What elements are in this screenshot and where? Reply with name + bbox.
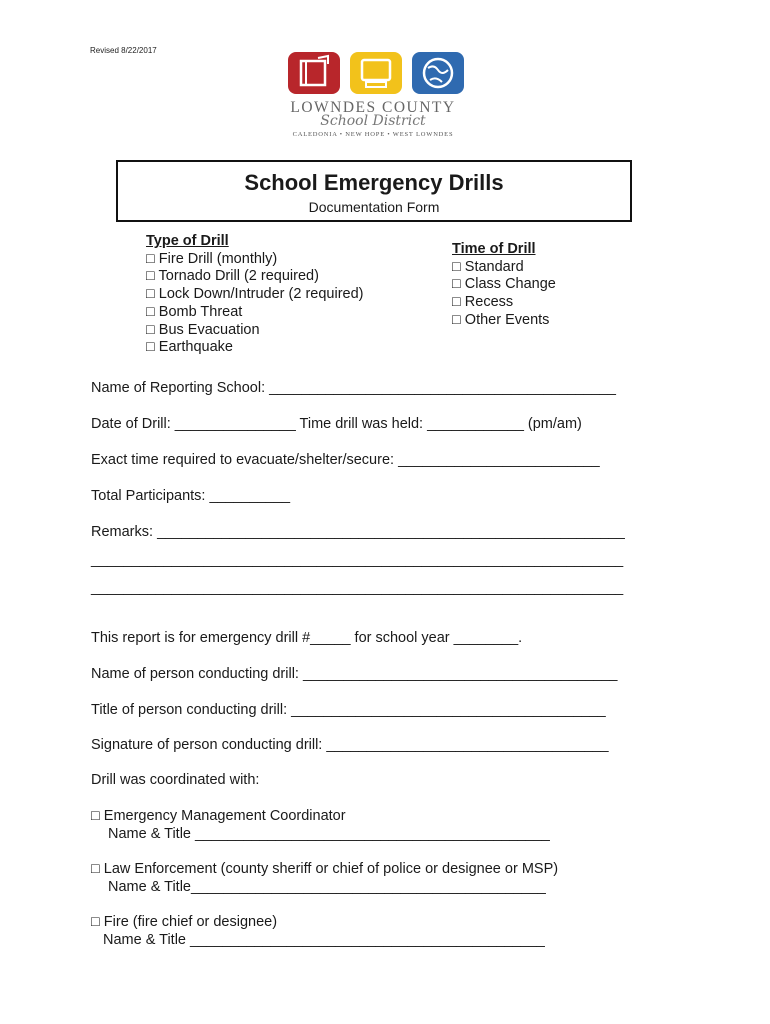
page-title: School Emergency Drills (244, 170, 504, 195)
reporting-school-field[interactable]: Name of Reporting School: ___________________________________________ (91, 380, 616, 396)
globe-icon (412, 52, 464, 94)
person-title-field[interactable]: Title of person conducting drill: _______________________________________ (91, 702, 606, 718)
computer-icon (350, 52, 402, 94)
remarks-line-2[interactable]: __________________________________________________________________ (91, 552, 624, 568)
drill-type-bomb[interactable]: □ Bomb Threat (146, 303, 243, 320)
time-of-drill-heading: Time of Drill (452, 241, 536, 257)
district-logo (268, 52, 478, 144)
time-of-drill-list (452, 241, 556, 330)
coordinator-emergency-checkbox[interactable]: □ Emergency Management Coordinator (91, 808, 346, 824)
remarks-line-3[interactable]: __________________________________________________________________ (91, 580, 624, 596)
date-time-field[interactable]: Date of Drill: _______________ Time drill was held: ____________ (pm/am) (91, 416, 582, 432)
logo-county: LOWNDES COUNTY (290, 99, 456, 116)
coordinator-fire-checkbox[interactable]: □ Fire (fire chief or designee) (91, 914, 278, 930)
drill-type-tornado[interactable]: □ Tornado Drill (2 required) (146, 268, 319, 285)
drill-type-earthquake[interactable]: □ Earthquake (146, 339, 233, 356)
revised-date: Revised 8/22/2017 (90, 46, 157, 55)
drill-type-fire[interactable]: □ Fire Drill (monthly) (146, 250, 278, 267)
coordinator-emergency-name-title[interactable]: Name & Title ____________________________________________ (108, 826, 550, 842)
coordinator-law-name-title[interactable]: Name & Title____________________________________________ (108, 879, 546, 895)
type-of-drill-heading: Type of Drill (146, 233, 229, 249)
title-box (116, 160, 632, 222)
logo-district: School District (320, 113, 426, 129)
drill-time-class-change[interactable]: □ Class Change (452, 276, 556, 293)
page-subtitle: Documentation Form (308, 199, 440, 215)
report-for-field[interactable]: This report is for emergency drill #_____ for school year ________. (91, 630, 523, 646)
coordinator-fire-name-title[interactable]: Name & Title ____________________________________________ (103, 932, 545, 948)
drill-type-lockdown[interactable]: □ Lock Down/Intruder (2 required) (146, 286, 364, 303)
book-icon (288, 52, 340, 94)
person-signature-field[interactable]: Signature of person conducting drill: ___________________________________ (91, 737, 609, 753)
remarks-field[interactable]: Remarks: __________________________________________________________ (91, 524, 625, 540)
type-of-drill-list (146, 233, 364, 357)
coordinator-law-checkbox[interactable]: □ Law Enforcement (county sheriff or chief of police or designee or MSP) (91, 861, 559, 877)
logo-towns: CALEDONIA • NEW HOPE • WEST LOWNDES (292, 131, 454, 138)
exact-time-field[interactable]: Exact time required to evacuate/shelter/secure: _________________________ (91, 452, 600, 468)
coordinated-with-label: Drill was coordinated with: (91, 772, 260, 788)
participants-field[interactable]: Total Participants: __________ (91, 488, 291, 504)
person-name-field[interactable]: Name of person conducting drill: _______________________________________ (91, 666, 618, 682)
drill-type-bus[interactable]: □ Bus Evacuation (146, 321, 260, 338)
drill-time-other[interactable]: □ Other Events (452, 311, 550, 328)
drill-time-standard[interactable]: □ Standard (452, 258, 524, 275)
drill-time-recess[interactable]: □ Recess (452, 294, 514, 311)
